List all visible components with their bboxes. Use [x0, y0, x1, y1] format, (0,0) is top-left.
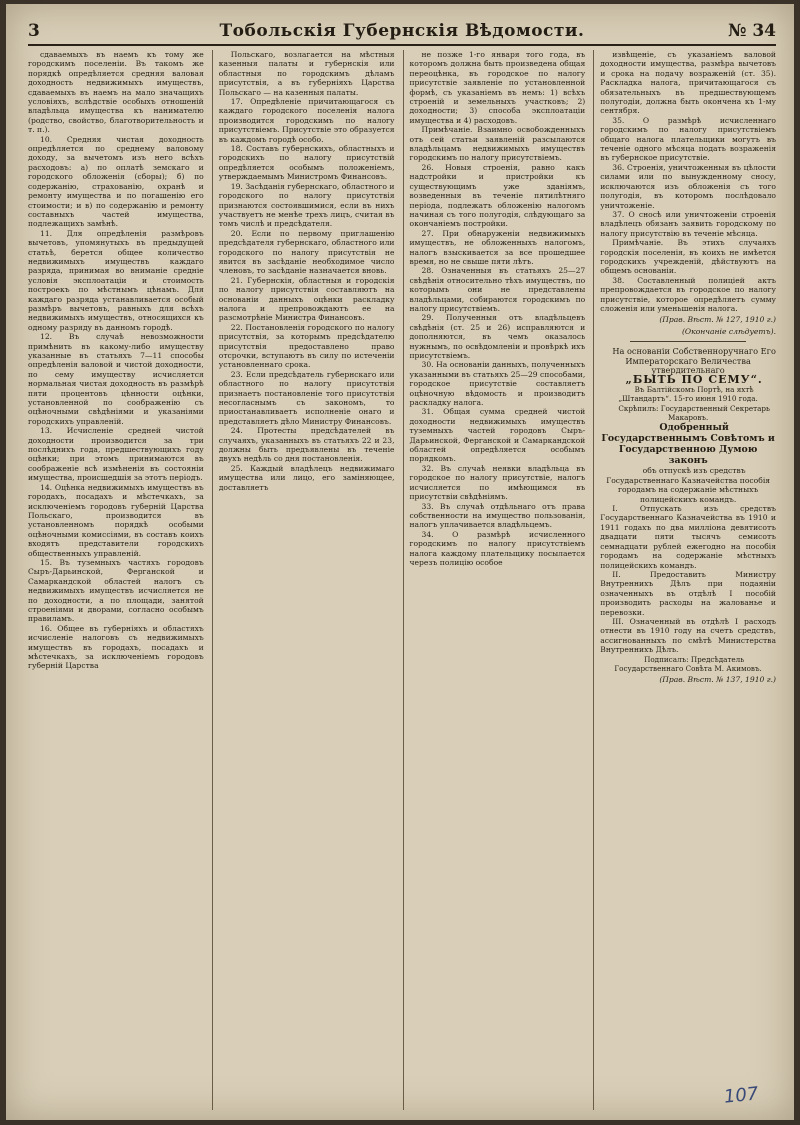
paragraph: сдаваемыхъ въ наемъ къ тому же городскимъ поселеніи. Въ такомъ же порядкѣ опредѣляется средняя валовая доходность недвижимыхъ имуществъ, сдаваемыхъ въ наемъ на мало значащихъ условіяхъ, вслѣдствіе особыхъ отношеній владѣльца имущества къ нанимателю (родство, свойство, благотворительность и т. п.).: [28, 50, 204, 135]
section-divider: [630, 341, 746, 342]
paragraph: 24. Протесты предсѣдателей въ случаяхъ, указанныхъ въ статьяхъ 22 и 23, должны быть предъявлены въ теченіе двухъ недѣль со дня постановленія.: [218, 426, 395, 464]
paragraph: Примѣчаніе. Взаимно освобожденныхъ отъ сей статьи заявленій разсылаются владѣльцамъ недвижимыхъ имуществъ городскимъ по налогу присутствіемъ.: [409, 125, 586, 163]
paragraph: 23. Если предсѣдатель губернскаго или областного по налогу присутствія признаетъ постановленіе того присутствія несогласнымъ съ закономъ, то приостанавливаетъ исполненіе онаго и представляетъ дѣло Министру Финансовъ.: [218, 369, 395, 426]
paragraph: 20. Если по первому приглашенію предсѣдателя губернскаго, областного или городского по налогу присутствія не явится въ засѣданіе необходимое число членовъ, то засѣданіе назначается вновь.: [218, 228, 395, 276]
paragraph: Примѣчаніе. Въ этихъ случаяхъ городскія поселенія, въ коихъ не имѣется городскихъ учрежденій, дѣйствуютъ на общемъ основаніи.: [600, 238, 776, 276]
paragraph: 36. Строенія, уничтоженныя въ цѣлости силами или по вынужденному сносу, исключаются изъ обложенія съ того полугодія, въ которомъ послѣдовало уничтоженіе.: [600, 162, 776, 210]
issue-number: № 34: [727, 21, 776, 41]
paragraph: 11. Для опредѣленія размѣровъ вычетовъ, упомянутыхъ въ предыдущей статьѣ, берется общее количество недвижимыхъ имуществъ каждаго разряда, принимая во вниманіе средніе условія эксплоатаціи и стоимость построекъ по мѣстнымъ цѣнамъ. Для каждаго разряда устанавливается особый размѣръ вычетовъ, равныхъ для всѣхъ недвижимыхъ имуществъ, относящихся къ одному разряду въ данномъ городѣ.: [28, 228, 204, 332]
column-4: [593, 50, 776, 1110]
column-3: [403, 50, 586, 1110]
newspaper-title: Тобольскія Губернскія Вѣдомости.: [219, 21, 585, 41]
paragraph: извѣщеніе, съ указаніемъ валовой доходности имущества, размѣра вычетовъ и срока на подачу возраженій (ст. 35). Раскладка налога, причитающагося съ обязательныхъ въ предшествующемъ полугодіи, должна быть окончена къ 1-му сентября.: [600, 50, 776, 116]
paragraph: 25. Каждый владѣлецъ недвижимаго имущества или лицо, его заміняющее, доставляетъ: [218, 463, 395, 492]
text-columns: [28, 50, 776, 1110]
paragraph: 17. Опредѣленіе причитающагося съ каждаго городского поселенія налога производится городскимъ по налогу присутствіемъ. Присутствіе это образуется въ каждомъ городѣ особо.: [218, 97, 395, 144]
paragraph: 19. Засѣданія губернскаго, областного и городского по налогу присутствія признаются состоявшимися, если въ нихъ участвуетъ не менѣе трехъ лицъ, считая въ томъ числѣ и предсѣдателя.: [218, 181, 395, 229]
paragraph: 14. Оцѣнка недвижимыхъ имуществъ въ городахъ, посадахъ и мѣстечкахъ, за исключеніемъ городовъ губерній Царства Польскаго, производится въ установленномъ порядкѣ особыми оцѣночными комиссіями, въ составъ коихъ входятъ представители городскихъ общественныхъ управленій.: [28, 482, 204, 558]
paragraph: 33. Въ случаѣ отдѣльнаго отъ права собственности на имущество пользованія, налогъ уплачивается владѣльцемъ.: [409, 501, 586, 530]
paragraph: 18. Составъ губернскихъ, областныхъ и городскихъ по налогу присутствій опредѣляется особымъ положеніемъ, утверждаемымъ Министромъ Финансовъ.: [218, 144, 395, 182]
newspaper-page: [6, 4, 794, 1120]
paragraph: 28. Означенныя въ статьяхъ 25—27 свѣдѣнія относительно тѣхъ имуществъ, по которымъ они не представлены владѣльцами, собираются городскимъ по налогу присутствіемъ.: [409, 266, 586, 313]
law-paragraph: II. Предоставить Министру Внутреннихъ Дѣлъ при подаяніи означенныхъ въ отдѣлѣ I пособій производить расходы на жалованье и перевозки.: [600, 569, 776, 617]
paragraph: 12. Въ случаѣ невозможности примѣнить въ какому-либо имуществу указанные въ статьяхъ 7—11 способы опредѣленія валовой и чистой доходности, по сему имуществу исчисляется нормальная чистая доходность въ размѣрѣ пяти процентовъ цѣнности оцѣнки, установленной по соображенію съ оцѣночными свѣдѣніями и указаніями городскихъ управленій.: [28, 332, 204, 426]
paragraph: не позже 1-го января того года, въ которомъ должна быть произведена общая переоцѣнка, въ городское по налогу присутствіе заявленіе по установленной формѣ, съ указаніемъ въ немъ: 1) всѣхъ строеній и земельныхъ участковъ; 2) доходности; 3) способа эксплоатаціи имущества и 4) расходовъ.: [409, 50, 586, 125]
page-number: 3: [28, 21, 40, 41]
column-1: [28, 50, 204, 1110]
column-4-body: [600, 50, 776, 313]
paragraph: 15. Въ туземныхъ частяхъ городовъ Сыръ-Дарьинской, Ферганской и Самаркандской областей налогъ съ недвижимыхъ имуществъ исчисляется не по доходности, а по площади, занятой строеніями и дворами, согласно особымъ правиламъ.: [28, 557, 204, 624]
continuation-note: (Окончаніе слѣдуетъ).: [681, 326, 776, 336]
paragraph: 31. Общая сумма средней чистой доходности недвижимыхъ имуществъ туземныхъ частей городовъ Сыръ-Дарьинской, Ферганской и Самаркандской областей опредѣляется особымъ порядкомъ.: [409, 407, 586, 464]
paragraph: Польскаго, возлагается на мѣстныя казенныя палаты и губернскія или областныя по городскимъ дѣламъ присутствія, а въ губерніяхъ Царства Польскаго — на казенныя палаты.: [218, 50, 395, 97]
law-body: [600, 504, 776, 655]
law-source: (Прав. Вѣст. № 137, 1910 г.): [659, 675, 776, 685]
column-2: [212, 50, 395, 1110]
paragraph: 32. Въ случаѣ неявки владѣльца въ городское по налогу присутствіе, налогъ исчисляется по имѣющимся въ присутствіи свѣдѣніямъ.: [409, 463, 586, 502]
law-title: Одобренный Государственнымъ Совѣтомъ и Государственною Думою законъ: [601, 422, 775, 467]
paragraph: 37. О сносѣ или уничтоженіи строенія владѣлецъ обязанъ заявить городскому по налогу присутствію въ теченіе мѣсяца.: [600, 209, 776, 238]
paragraph: 38. Составленный полиціей актъ препровождается въ городское по налогу присутствіе, которое опредѣляетъ сумму сложенія или уменьшенія налога.: [600, 275, 776, 313]
law-signatory: Подписалъ: Предсѣдатель Государственнаго Совѣта М. Акимовъ.: [614, 654, 762, 673]
imperial-approval: „БЫТЬ ПО СЕМУ“.: [625, 373, 763, 387]
paragraph: 22. Постановленія городского по налогу присутствія, за которымъ предсѣдателю присутствія предоставлено право отсрочки, вступаютъ въ силу по истеченіи установленнаго срока.: [218, 322, 395, 370]
imperial-notice-heading: На основаніи Собственноручнаго Его Императорскаго Величества утвердительнаго: [612, 346, 776, 375]
law-paragraph: III. Означенный въ отдѣлѣ I расходъ отнести въ 1910 году на счетъ средствъ, ассигнованныхъ по смѣтѣ Министерства Внутреннихъ Дѣлъ.: [600, 616, 776, 655]
paragraph: 29. Полученныя отъ владѣльцевъ свѣдѣнія (ст. 25 и 26) исправляются и дополняются, въ чемъ оказалось нужнымъ, по освѣдомленіи и провѣркѣ ихъ присутствіемъ.: [409, 313, 586, 360]
paragraph: 10. Средняя чистая доходность опредѣляется по среднему валовому доходу, за вычетомъ изъ него всѣхъ расходовъ: а) по оплатѣ земскаго и городского обложенія (сборы); б) по содержанію, страхованію, охранѣ и ремонту имущества и по погашенію его стоимости; и в) по содержанію и ремонту составныхъ частей имущества, подлежащихъ замѣнѣ.: [28, 134, 204, 229]
paragraph: 35. О размѣрѣ исчисленнаго городскимъ по налогу присутствіемъ общаго налога плательщики могутъ въ теченіе одного мѣсяца подать возраженія въ губернское присутствіе.: [600, 115, 776, 163]
page-header: [28, 18, 776, 46]
notice-place-date: Въ Балтійскомъ Портѣ, на яхтѣ „Штандартъ“. 15-го июня 1910 года.: [618, 384, 758, 404]
law-paragraph: I. Отпускать изъ средствъ Государственнаго Казначейства въ 1910 и 1911 годахъ по два милліона девятисотъ двадцати пяти тысячъ семисотъ семнадцати рублей ежегодно на пособія городамъ на содержаніе мѣстныхъ полицейскихъ командъ.: [600, 504, 776, 570]
notice-countersign: Скрѣпилъ: Государственный Секретарь Макаровъ.: [618, 403, 770, 423]
paragraph: 26. Новыя строенія, равно какъ надстройки и пристройки къ существующимъ уже зданіямъ, возведенныя въ теченіе пятилѣтняго періода, подлежатъ обложенію налогомъ начиная съ того полугодія, слѣдующаго за окончаніемъ постройки.: [409, 162, 586, 229]
paragraph: 30. На основаніи данныхъ, полученныхъ указанными въ статьяхъ 25—29 способами, городское присутствіе составляетъ оцѣночную вѣдомость и производитъ раскладку налога.: [409, 360, 586, 408]
law-lead: объ отпускѣ изъ средствъ Государственнаго Казначейства пособія городамъ на содержаніе мѣстныхъ полицейскихъ командъ.: [606, 466, 771, 504]
paragraph: 16. Общее въ губерніяхъ и областяхъ исчисленіе налоговъ съ недвижимыхъ имуществъ въ городахъ, посадахъ и мѣстечкахъ, за исключеніемъ городовъ губерній Царства: [28, 623, 204, 671]
handwritten-page-mark: 107: [722, 1083, 760, 1108]
paragraph: 27. При обнаруженіи недвижимыхъ имуществъ, не обложенныхъ налогомъ, налогъ взыскивается за все прошедшее время, но не свыше пяти лѣтъ.: [409, 228, 586, 266]
paragraph: 21. Губернскія, областныя и городскія по налогу присутствія составляютъ на основаніи данныхъ оцѣнки раскладку налога и препровождаютъ ее на разсмотрѣніе Министра Финансовъ.: [218, 275, 395, 323]
paragraph: 34. О размѣрѣ исчисленного городскимъ по налогу присутствіемъ налога каждому плательщику посылается черезъ полицію особое: [409, 529, 586, 567]
paragraph: 13. Исчисленіе средней чистой доходности производится за три послѣднихъ года, предшествующихъ году оцѣнки; при этомъ принимаются въ соображеніе всѣ измѣненія въ состояніи имущества, происшедшія за этотъ періодъ.: [28, 426, 204, 483]
source-citation: (Прав. Вѣст. № 127, 1910 г.): [659, 315, 776, 325]
